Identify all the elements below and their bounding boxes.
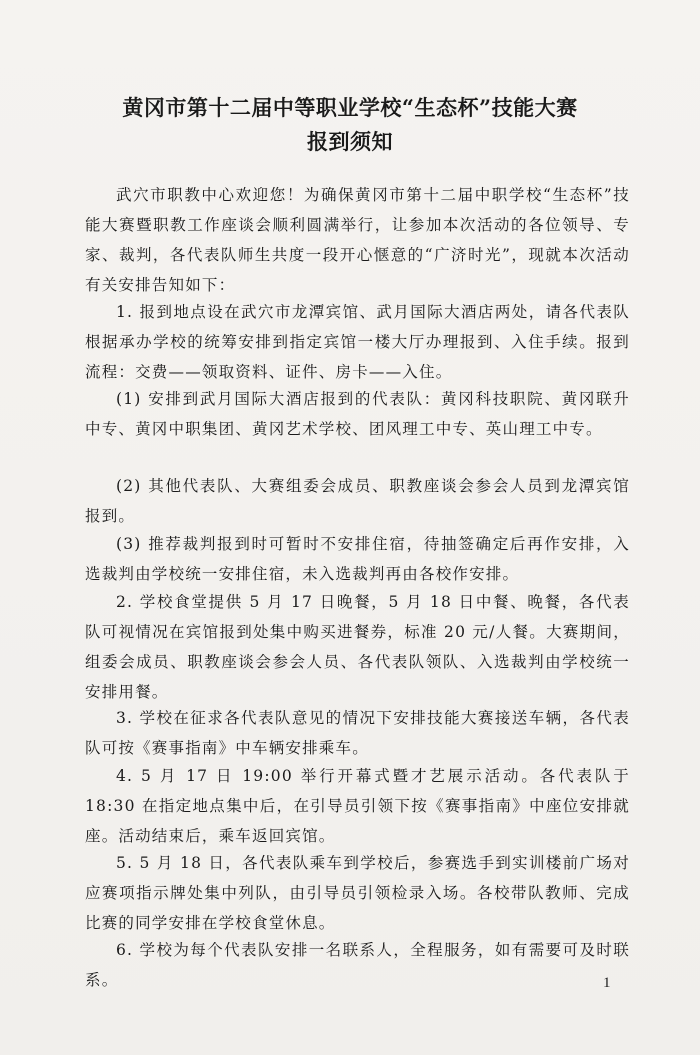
item-2-paragraph: 2. 学校食堂提供 5 月 17 日晚餐，5 月 18 日中餐、晚餐，各代表队可视情况在宾馆报到处集中购买进餐券，标准 20 元/人餐。大赛期间，组委会成员、职教座谈会参会人员、各代表队领队、入选裁判由学校统一安排用餐。 <box>85 593 630 701</box>
item-1-sub-2-paragraph: (2) 其他代表队、大赛组委会成员、职教座谈会参会人员到龙潭宾馆报到。 <box>85 477 630 525</box>
item-4-paragraph: 4. 5 月 17 日 19:00 举行开幕式暨才艺展示活动。各代表队于 18:30 在指定地点集中后，在引导员引领下按《赛事指南》中座位安排就座。活动结束后，乘车返回宾馆。 <box>85 767 630 845</box>
page-number: 1 <box>603 975 611 991</box>
document-title: 黄冈市第十二届中等职业学校“生态杯”技能大赛 <box>122 95 578 120</box>
item-6-paragraph: 6. 学校为每个代表队安排一名联系人，全程服务，如有需要可及时联系。 <box>85 941 630 989</box>
item-3-paragraph: 3. 学校在征求各代表队意见的情况下安排技能大赛接送车辆，各代表队可按《赛事指南》中车辆安排乘车。 <box>85 709 630 757</box>
item-1-sub-1-paragraph: (1) 安排到武月国际大酒店报到的代表队：黄冈科技职院、黄冈联升中专、黄冈中职集团、黄冈艺术学校、团风理工中专、英山理工中专。 <box>85 390 630 438</box>
item-5-paragraph: 5. 5 月 18 日，各代表队乘车到学校后，参赛选手到实训楼前广场对应赛项指示牌处集中列队，由引导员引领检录入场。各校带队教师、完成比赛的同学安排在学校食堂休息。 <box>85 854 630 932</box>
intro-paragraph: 武穴市职教中心欢迎您！为确保黄冈市第十二届中职学校“生态杯”技能大赛暨职教工作座谈会顺利圆满举行，让参加本次活动的各位领导、专家、裁判，各代表队师生共度一段开心惬意的“广济时光”，现就本次活动有关安排告知如下： <box>85 186 630 294</box>
item-1-paragraph: 1. 报到地点设在武穴市龙潭宾馆、武月国际大酒店两处，请各代表队根据承办学校的统筹安排到指定宾馆一楼大厅办理报到、入住手续。报到流程：交费——领取资料、证件、房卡——入住。 <box>85 303 630 381</box>
document-subtitle: 报到须知 <box>307 129 393 154</box>
item-1-sub-3-paragraph: (3) 推荐裁判报到时可暂时不安排住宿，待抽签确定后再作安排，入选裁判由学校统一安排住宿，未入选裁判再由各校作安排。 <box>85 535 630 583</box>
